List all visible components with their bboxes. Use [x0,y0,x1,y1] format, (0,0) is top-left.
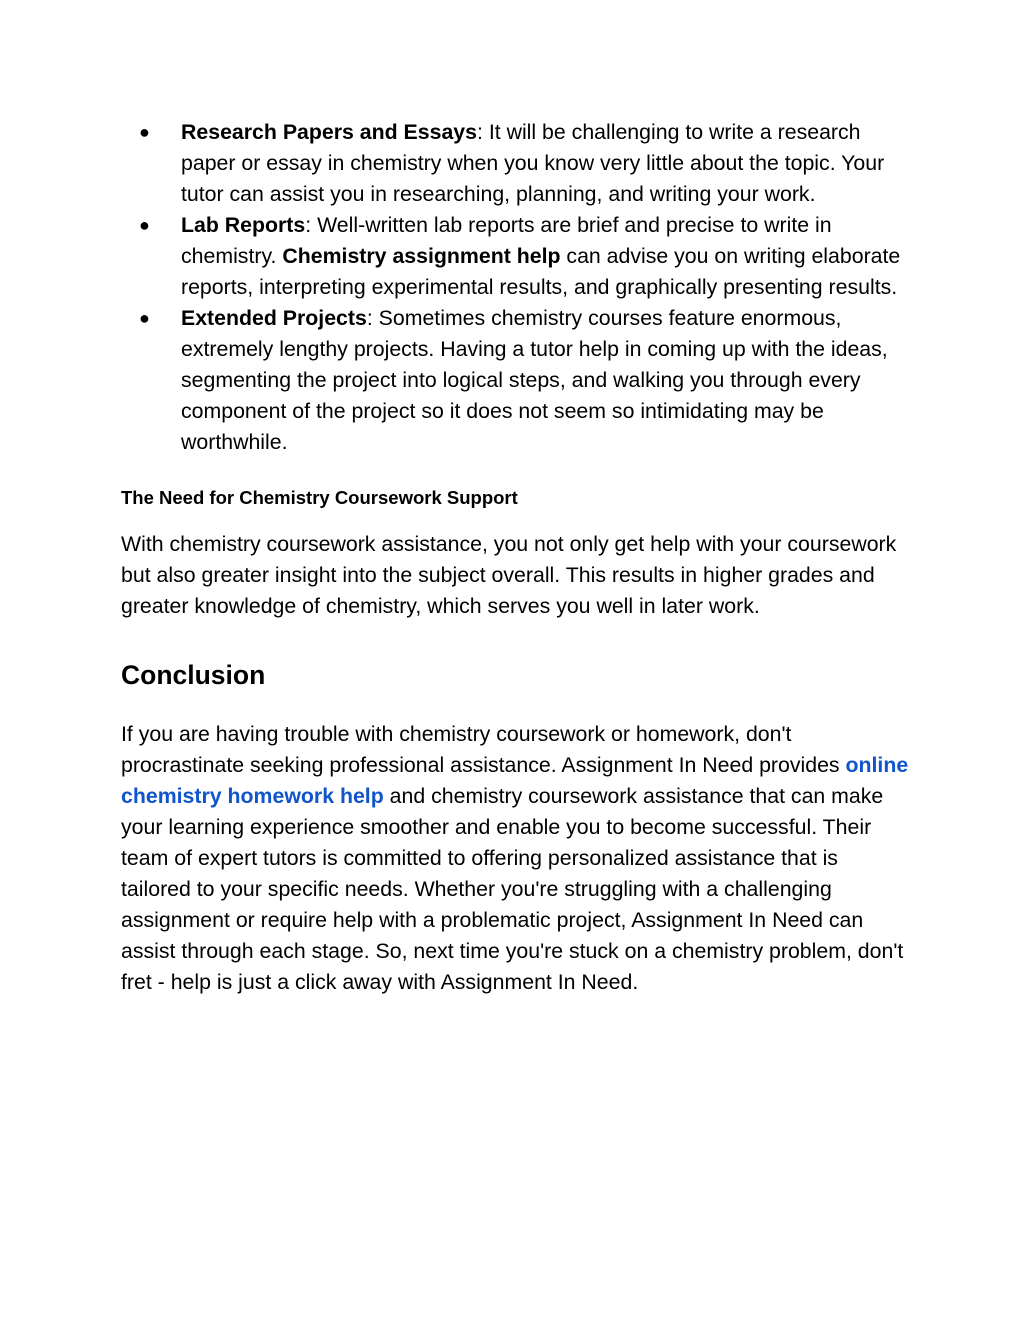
bullet-extended-projects [121,303,911,458]
bullet-lab-reports [121,210,911,303]
bullet-title: Research Papers and Essays [181,120,477,144]
bullet-dot-icon: ● [139,122,150,142]
bullet-text: can advise you on writing elaborate reports, interpreting experimental results, and graphically presenting results. [181,244,901,299]
section-paragraph-need: With chemistry coursework assistance, you not only get help with your coursework but also greater insight into the subject overall. This results in higher grades and greater knowledge of chemistry, which serves you well in later work. [121,532,897,618]
conclusion-text: If you are having trouble with chemistry coursework or homework, don't procrastinate seeking professional assistance. Assignment In Need provides [121,722,846,777]
bullet-text: : Well-written lab reports are brief and precise to write in chemistry. [181,213,832,268]
bullet-dot-icon: ● [139,215,150,235]
conclusion-heading: Conclusion [121,660,266,690]
homework-help-link[interactable]: online chemistry homework help [121,753,909,808]
bullet-dot-icon: ● [139,308,150,328]
bullet-title: Extended Projects [181,306,367,330]
conclusion-paragraph [121,719,911,998]
document-page [121,117,911,998]
bullet-text: : It will be challenging to write a research paper or essay in chemistry when you know very little about the topic. Your tutor can assist you in researching, planning, and writing your work. [181,120,885,206]
bullet-list [121,117,911,458]
conclusion-text: and chemistry coursework assistance that can make your learning experience smoother and enable you to become successful. Their team of expert tutors is committed to offering personalized assistance that is tailored to your specific needs. Whether you're struggling with a challenging assignment or require help with a problematic project, Assignment In Need can assist through each stage. So, next time you're stuck on a chemistry problem, don't fret - help is just a click away with Assignment In Need. [121,784,904,994]
bullet-title: Lab Reports [181,213,306,237]
bullet-research-papers [121,117,911,210]
bullet-text: : Sometimes chemistry courses feature enormous, extremely lengthy projects. Having a tutor help in coming up with the ideas, segmenting the project into logical steps, and walking you through every component of the project so it does not seem so intimidating may be worthwhile. [181,306,888,454]
section-heading-need: The Need for Chemistry Coursework Support [121,487,518,508]
bullet-bold-phrase: Chemistry assignment help [282,244,561,268]
